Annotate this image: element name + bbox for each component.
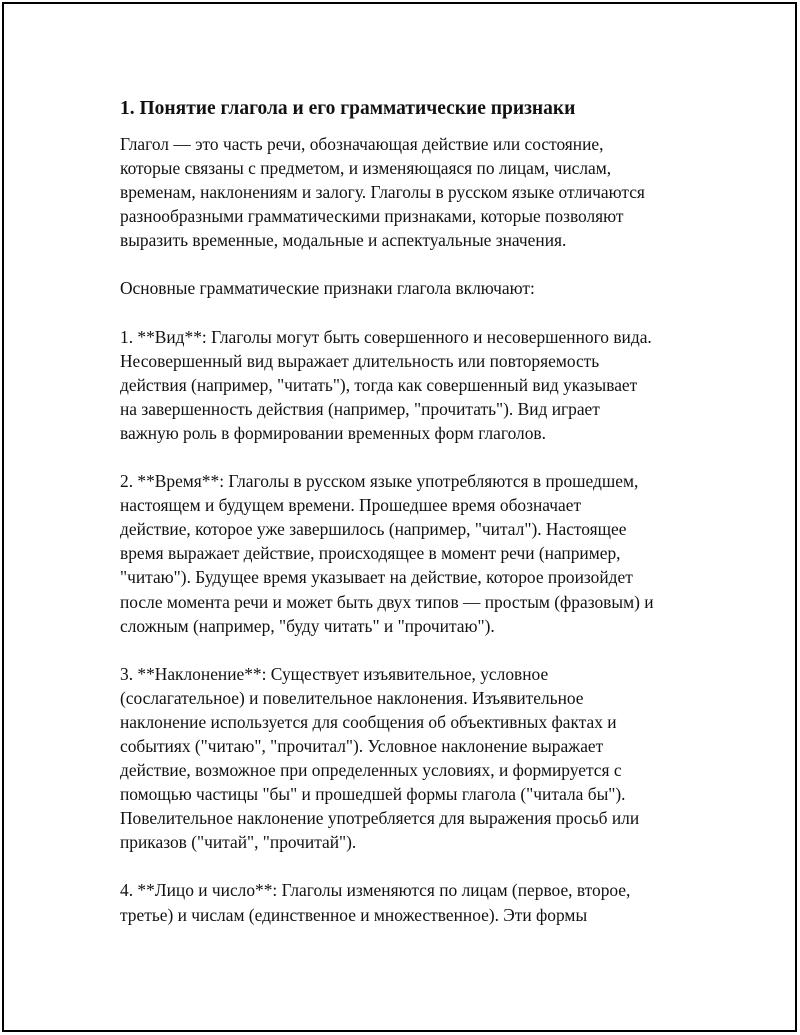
text-line: которые связаны с предметом, и изменяющаяся по лицам, числам, (120, 158, 612, 179)
text-line: 4. **Лицо и число**: Глаголы изменяются по лицам (первое, второе, (120, 880, 631, 901)
text-line: третье) и числам (единственное и множественное). Эти формы (120, 904, 588, 925)
text-line: разнообразными грамматическими признаками, которые позволяют (120, 206, 624, 227)
paragraph-aspect (120, 325, 720, 445)
text-line: важную роль в формировании временных форм глаголов. (120, 422, 546, 443)
page-frame (2, 2, 797, 1032)
text-line: Глагол — это часть речи, обозначающая действие или состояние, (120, 134, 604, 154)
text-line: после момента речи и может быть двух типов — простым (фразовым) и (120, 591, 654, 612)
text-line: 1. **Вид**: Глаголы могут быть совершенного и несовершенного вида. (120, 326, 652, 347)
text-line: действие, возможное при определенных условиях, и формируется с (120, 760, 622, 781)
text-line: временам, наклонениям и залогу. Глаголы в русском языке отличаются (120, 182, 645, 203)
text-line: действия (например, "читать"), тогда как совершенный вид указывает (120, 374, 638, 395)
text-line: действие, которое уже завершилось (например, "читал"). Настоящее (120, 519, 627, 540)
text-line: настоящем и будущем времени. Прошедшее время обозначает (120, 495, 582, 516)
paragraph-person-number (120, 878, 720, 926)
document-body (120, 96, 720, 951)
text-line: 2. **Время**: Глаголы в русском языке употребляются в прошедшем, (120, 471, 639, 492)
paragraph-tense (120, 469, 720, 638)
text-line: Несовершенный вид выражает длительность или повторяемость (120, 350, 600, 371)
text-line: Основные грамматические признаки глагола включают: (120, 278, 535, 299)
text-line: событиях ("читаю", "прочитал"). Условное наклонение выражает (120, 735, 604, 756)
text-line: Повелительное наклонение употребляется для выражения просьб или (120, 808, 640, 829)
paragraph-intro-list (120, 276, 720, 300)
text-line: на завершенность действия (например, "прочитать"). Вид играет (120, 398, 600, 419)
section-heading: 1. Понятие глагола и его грамматические признаки (120, 98, 576, 119)
paragraph-definition (120, 132, 720, 252)
text-line: приказов ("читай", "прочитай"). (120, 832, 357, 853)
text-line: выразить временные, модальные и аспектуальные значения. (120, 230, 567, 251)
text-line: "читаю"). Будущее время указывает на действие, которое произойдет (120, 567, 633, 588)
text-line: сложным (например, "буду читать" и "прочитаю"). (120, 615, 495, 636)
text-line: время выражает действие, происходящее в момент речи (например, (120, 543, 621, 564)
text-line: помощью частицы "бы" и прошедшей формы глагола ("читала бы"). (120, 784, 626, 805)
paragraph-mood (120, 662, 720, 855)
text-line: наклонение используется для сообщения об объективных фактах и (120, 711, 617, 732)
text-line: (сослагательное) и повелительное наклонения. Изъявительное (120, 687, 584, 708)
text-line: 3. **Наклонение**: Существует изъявительное, условное (120, 663, 549, 684)
